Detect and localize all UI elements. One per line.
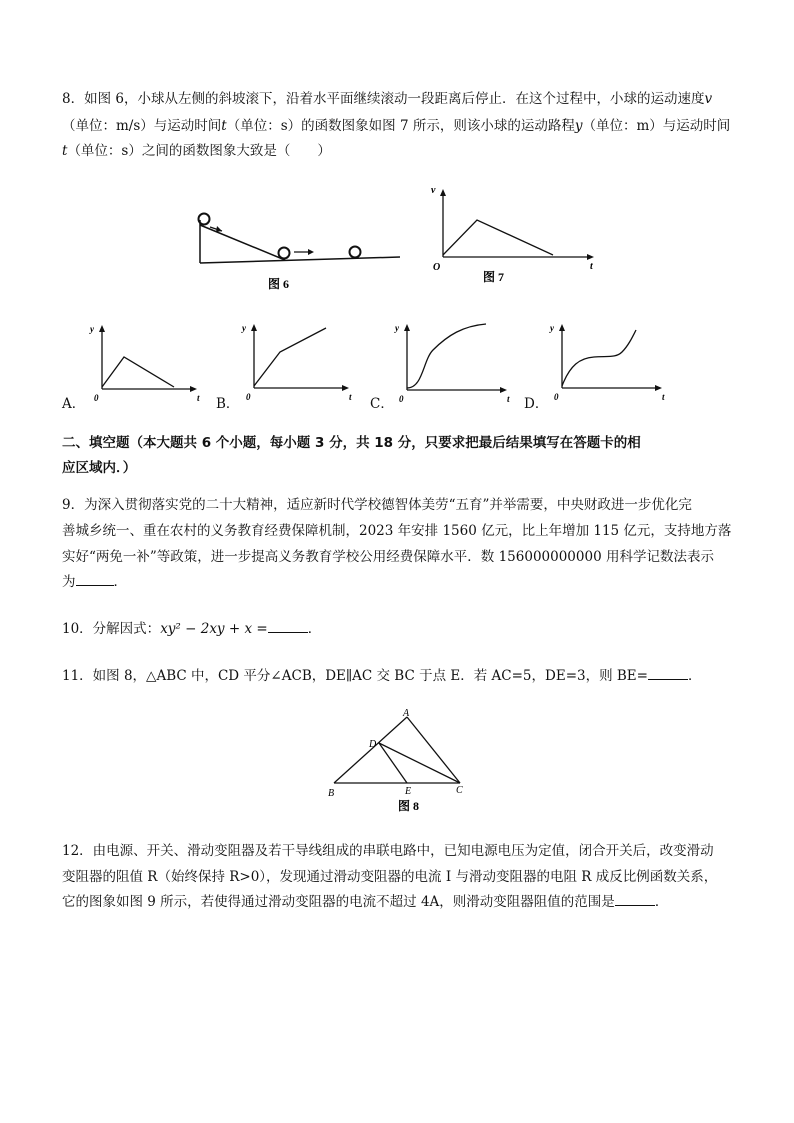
- option-a[interactable]: A．: [62, 396, 86, 412]
- q8-line-1: 8．如图 6，小球从左侧的斜坡滚下，沿着水平面继续滚动一段距离后停止．在这个过程中，小球的运动速度v: [62, 91, 713, 107]
- q11-answer-blank[interactable]: [648, 665, 688, 680]
- option-d-graph: [548, 320, 673, 400]
- figure-6-caption: 图 6: [268, 277, 290, 291]
- svg-text:O: O: [433, 262, 441, 273]
- q9-line-2: 善城乡统一、重在农村的义务教育经费保障机制，2023 年安排 1560 亿元，比上年增加 115 亿元，支持地方落: [62, 523, 732, 539]
- q12-line-1: 12．由电源、开关、滑动变阻器及若干导线组成的串联电路中，已知电源电压为定值，闭合开关后，改变滑动: [62, 843, 714, 859]
- ball-middle: [279, 248, 290, 259]
- option-c[interactable]: C．: [370, 396, 394, 412]
- svg-text:v: v: [431, 185, 436, 196]
- section-2-title: 二、填空题（本大题共 6 个小题，每小题 3 分，共 18 分，只要求把最后结果填写在答题卡的相: [62, 435, 641, 451]
- figure-6: [190, 205, 410, 295]
- q12-answer-blank[interactable]: [615, 891, 655, 906]
- svg-text:t: t: [590, 261, 593, 272]
- figure-7: [425, 185, 605, 285]
- ball-top: [199, 214, 210, 225]
- q9-line-3: 实好“两免一补”等政策，进一步提高义务教育学校公用经费保障水平．数 156000000000 用科学记数法表示: [62, 549, 714, 565]
- option-c-graph: [393, 320, 518, 404]
- svg-text:t: t: [197, 393, 200, 403]
- figure-8-caption: 图 8: [398, 799, 420, 813]
- svg-text:B: B: [328, 788, 335, 799]
- q12-line-3: 它的图象如图 9 所示，若使得通过滑动变阻器的电流不超过 4A，则滑动变阻器阻值的范围是 ．: [62, 889, 668, 916]
- svg-text:t: t: [507, 394, 510, 404]
- option-b[interactable]: B．: [216, 396, 240, 412]
- svg-text:A: A: [403, 708, 410, 719]
- figure-8: [320, 705, 480, 820]
- svg-text:0: 0: [94, 393, 99, 403]
- ball-right: [350, 247, 361, 258]
- q9-line-4: 为 ．: [62, 569, 127, 596]
- q12-line-2: 变阻器的阻值 R（始终保持 R>0），发现通过滑动变阻器的电流 I 与滑动变阻器的电阻 R 成反比例函数关系，: [62, 869, 718, 885]
- option-d[interactable]: D．: [524, 396, 549, 412]
- q10: 10．分解因式：xy² − 2xy + x = ．: [62, 616, 321, 643]
- q10-answer-blank[interactable]: [268, 618, 308, 633]
- figure-7-caption: 图 7: [483, 270, 505, 284]
- svg-text:C: C: [456, 785, 463, 796]
- svg-text:y: y: [242, 323, 246, 333]
- q9-line-1: 9．为深入贯彻落实党的二十大精神，适应新时代学校德智体美劳“五育”并举需要，中央财政进一步优化完: [62, 497, 692, 513]
- svg-text:0: 0: [399, 394, 404, 404]
- section-2-title-cont: 应区域内．）: [62, 460, 137, 476]
- q9-answer-blank[interactable]: [76, 571, 114, 586]
- q8-line-2: （单位：m/s）与运动时间t（单位：s）的函数图象如图 7 所示，则该小球的运动路程y（单位：m）与运动时间: [62, 118, 731, 134]
- option-a-graph: [88, 323, 208, 403]
- svg-text:0: 0: [246, 392, 251, 402]
- svg-text:t: t: [349, 392, 352, 402]
- svg-text:E: E: [405, 786, 412, 797]
- q11: 11．如图 8，△ABC 中，CD 平分∠ACB，DE∥AC 交 BC 于点 E．若 AC=5，DE=3，则 BE= ．: [62, 663, 701, 690]
- q8-line-3: t（单位：s）之间的函数图象大致是（ ）: [62, 143, 331, 159]
- svg-text:y: y: [90, 324, 94, 334]
- svg-text:D: D: [369, 739, 377, 750]
- svg-text:y: y: [395, 323, 399, 333]
- option-b-graph: [240, 320, 360, 400]
- svg-text:y: y: [550, 323, 554, 333]
- svg-text:t: t: [662, 392, 665, 402]
- svg-text:0: 0: [554, 392, 559, 402]
